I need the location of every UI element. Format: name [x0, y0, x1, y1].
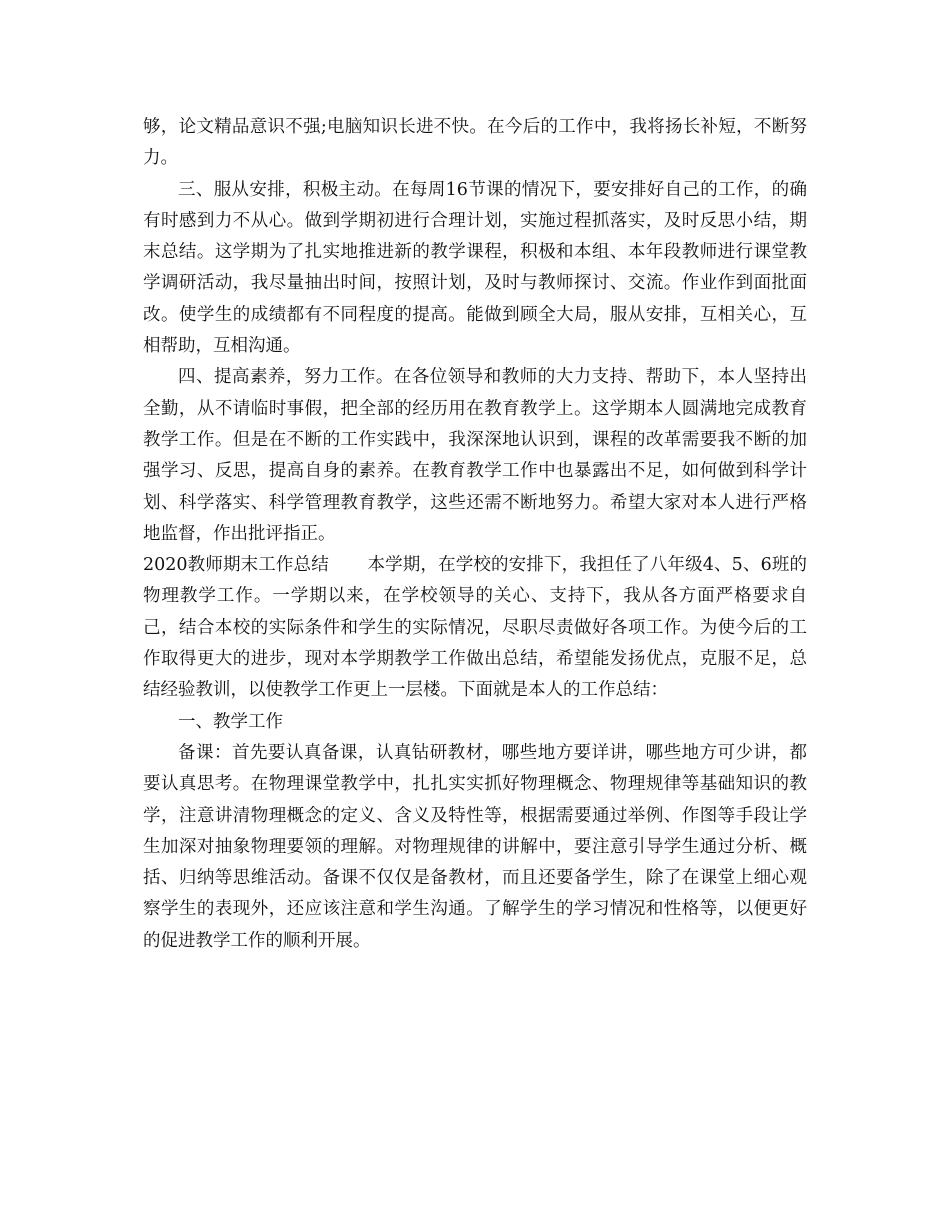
summary-intro-text: 本学期，在学校的安排下，我担任了八年级4、5、6班的物理教学工作。一学期以来，在学校领导的关心、支持下，我从各方面严格要求自己，结合本校的实际条件和学生的实际情况，尽职尽责做好各项工作。为使今后的工作取得更大的进步，现对本学期教学工作做出总结，希望能发扬优点，克服不足，总结经验教训，以使教学工作更上一层楼。下面就是本人的工作总结： — [143, 555, 807, 701]
paragraph-continuation: 够，论文精品意识不强;电脑知识长进不快。在今后的工作中，我将扬长补短，不断努力。 — [143, 117, 807, 169]
paragraph-lesson-prep: 备课：首先要认真备课，认真钻研教材，哪些地方要详讲，哪些地方可少讲，都要认真思考。在物理课堂教学中，扎扎实实抓好物理概念、物理规律等基础知识的教学，注意讲清物理概念的定义、含义及特性等，根据需要通过举例、作图等手段让学生加深对抽象物理要领的理解。对物理规律的讲解中，要注意引导学生通过分析、概括、归纳等思维活动。备课不仅仅是备教材，而且还要备学生，除了在课堂上细心观察学生的表现外，还应该注意和学生沟通。了解学生的学习情况和性格等，以便更好的促进教学工作的顺利开展。 — [143, 742, 807, 951]
paragraph-summary-intro — [143, 550, 807, 706]
summary-heading: 2020教师期末工作总结 — [143, 555, 329, 576]
paragraph-section-four: 四、提高素养，努力工作。在各位领导和教师的大力支持、帮助下，本人坚持出全勤，从不请临时事假，把全部的经历用在教育教学上。这学期本人圆满地完成教育教学工作。但是在不断的工作实践中，我深深地认识到，课程的改革需要我不断的加强学习、反思，提高自身的素养。在教育教学工作中也暴露出不足，如何做到科学计划、科学落实、科学管理教育教学，这些还需不断地努力。希望大家对本人进行严格地监督，作出批评指正。 — [143, 367, 807, 544]
paragraph-teaching-heading: 一、教学工作 — [178, 711, 283, 732]
document-page — [143, 112, 807, 957]
paragraph-section-three: 三、服从安排，积极主动。在每周16节课的情况下，要安排好自己的工作，的确有时感到力不从心。做到学期初进行合理计划，实施过程抓落实，及时反思小结，期末总结。这学期为了扎实地推进新的教学课程，积极和本组、本年段教师进行课堂教学调研活动，我尽量抽出时间，按照计划，及时与教师探讨、交流。作业作到面批面改。使学生的成绩都有不同程度的提高。能做到顾全大局，服从安排，互相关心，互相帮助，互相沟通。 — [143, 179, 807, 357]
